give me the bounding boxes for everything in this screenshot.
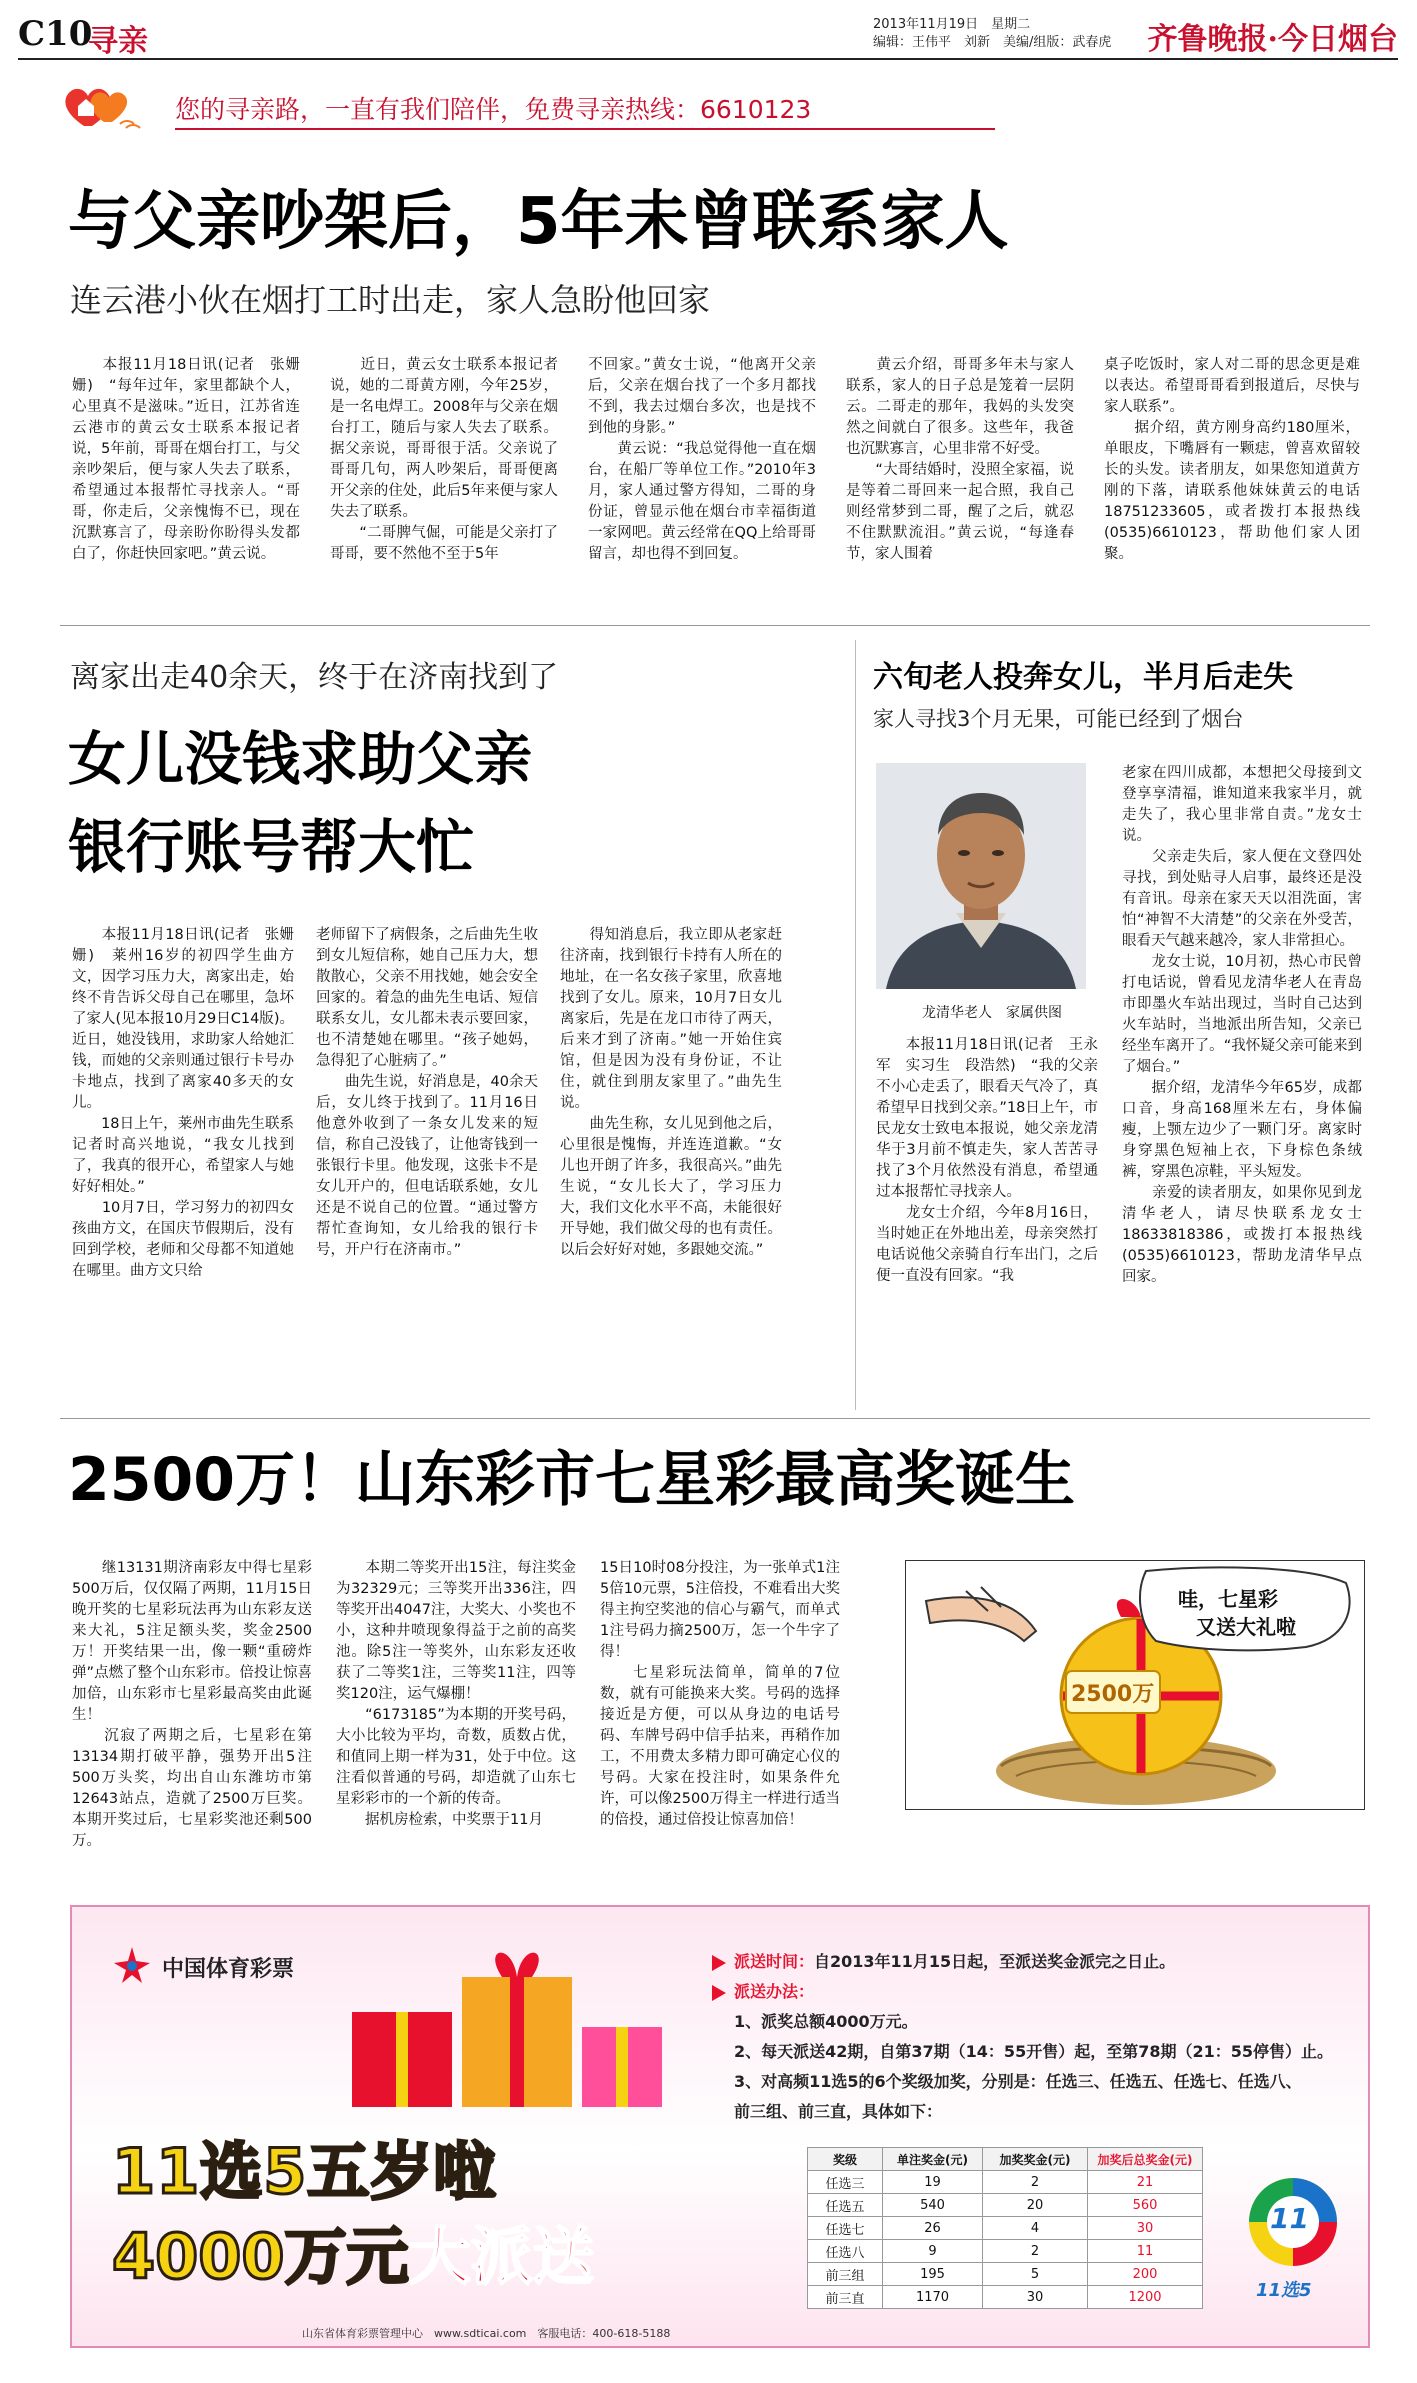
table-cell: 1200: [1088, 2286, 1203, 2309]
ad-slogan-line2: [112, 2207, 595, 2296]
ball-number: 11: [1270, 2202, 1309, 2235]
table-cell: 30: [983, 2286, 1088, 2309]
arrow-right-icon: [712, 1955, 726, 1971]
section-title: 寻亲: [88, 24, 148, 59]
table-cell: 2: [983, 2240, 1088, 2263]
masthead: [18, 10, 1398, 60]
story2-col-3: 得知消息后，我立即从老家赶往济南，找到银行卡持有人所在的地址，在一名女孩子家里，欣喜地找到了女儿。原来，10月7日女儿离家后，先是在龙口市待了两天，后来才到了济南。”她一开始住宾馆，但是因为没有身份证，不让住，就住到朋友家里了。”曲先生说。 曲先生称，女儿见到他之后，心里很是愧悔，并连连道歉。“女儿也开朗了许多，我很高兴。”曲先生说，“女儿长大了，学习压力大，我们文化水平不高，未能很好开导她，我们做父母的也有责任。以后会好好对她，多跟她交流。”: [560, 927, 782, 1258]
portrait-photo: [876, 763, 1086, 989]
ad-slogan-line1: 11选5五岁啦: [112, 2135, 497, 2208]
table-cell: 1170: [883, 2286, 983, 2309]
prize-table: [807, 2147, 1203, 2309]
table-header: 加奖奖金(元): [983, 2148, 1088, 2171]
table-cell: 21: [1088, 2171, 1203, 2194]
story1-col-2: 近日，黄云女士联系本报记者说，她的二哥黄方刚，今年25岁，是一名电焊工。2008年与父亲在烟台打工，随后与家人失去了联系。据父亲说，哥哥很于活。父亲说了哥哥几句，两人吵架后，哥哥便离开父亲的住处，此后5年来便与家人失去了联系。 “二哥脾气倔，可能是父亲打了哥哥，要不然他不至于5年: [330, 357, 558, 562]
ad-time-text: 自2013年11月15日起，至派送奖金派完之日止。: [814, 1952, 1176, 1971]
ad-logo-text: 中国体育彩票: [162, 1957, 295, 1982]
table-cell: 30: [1088, 2217, 1203, 2240]
table-cell: 26: [883, 2217, 983, 2240]
ad-method-item: 1、派奖总额4000万元。: [734, 2012, 918, 2031]
hotline-underline: [175, 128, 995, 130]
ad-method-row: [712, 1977, 1342, 2007]
ad-slogan-amount: 4000万元: [112, 2220, 409, 2293]
story2-col-2: 老师留下了病假条，之后曲先生收到女儿短信称，她自己压力大，想散散心，父亲不用找她，她会安全回家的。着急的曲先生电话、短信联系女儿，女儿都未表示要回家，也不清楚她在哪里。“孩子她妈，急得犯了心脏病了。” 曲先生说，好消息是，40余天后，女儿终于找到了。11月16日他意外收到了一条女儿发来的短信，称自己没钱了，让他寄钱到一张银行卡里。他发现，这张卡不是女儿开户的，但电话联系她，女儿还是不说自己的位置。“通过警方帮忙查询知，女儿给我的银行卡号，开户行在济南市。”: [316, 927, 538, 1258]
elderly-man-portrait-icon: [876, 763, 1086, 989]
table-cell: 任选七: [808, 2217, 883, 2240]
arrow-right-icon: [712, 1985, 726, 2001]
newspaper-brand: 齐鲁晚报·今日烟台: [1147, 22, 1398, 57]
ad-info: [712, 1947, 1342, 2127]
story1-col-5: 桌子吃饭时，家人对二哥的思念更是难以表达。希望哥哥看到报道后，尽快与家人联系”。 据介绍，黄方刚身高约180厘米，单眼皮，下嘴唇有一颗痣，曾喜欢留较长的头发。读者朋友，如果您知道黄方刚的下落，请联系他妹妹黄云的电话18751233605，或者拨打本报热线(0535)6610123，帮助他们家人团聚。: [1104, 357, 1360, 562]
table-header-row: [808, 2148, 1203, 2171]
table-header: 奖级: [808, 2148, 883, 2171]
table-row: [808, 2171, 1203, 2194]
table-cell: 540: [883, 2194, 983, 2217]
story2-headline-line2: 银行账号帮大忙: [68, 813, 475, 881]
story3-col-side: 老家在四川成都，本想把父母接到文登享享清福，谁知道来我家半月，就走失了，我心里非常自责。”龙女士说。 父亲走失后，家人便在文登四处寻找，到处贴寻人启事，最终还是没有音讯。母亲在家天天以泪洗面，害怕“神智不大清楚”的父亲在外受苦，眼看天气越来越冷，家人非常担心。 龙女士说，10月初，热心市民曾打电话说，曾看见龙清华老人在青岛市即墨火车站出现过，当时自己达到火车站时，当地派出所告知，父亲已经坐车离开了。“我怀疑父亲可能来到了烟台。” 据介绍，龙清华今年65岁，成都口音，身高168厘米左右，身体偏瘦，上颚左边少了一颗门牙。离家时身穿黑色短袖上衣，下身棕色条绒裤，穿黑色凉鞋，平头短发。 亲爱的读者朋友，如果你见到龙清华老人，请尽快联系龙女士18633818386，或拨打本报热线(0535)6610123，帮助龙清华早点回家。: [1122, 765, 1362, 1285]
ball-label: 11选5: [1256, 2280, 1312, 2301]
lottery-ball-logo: [1238, 2172, 1348, 2302]
story1-headline: 与父亲吵架后，5年未曾联系家人: [68, 185, 1009, 259]
illus-speech-line2: 又送大礼啦: [1196, 1615, 1296, 1639]
story-divider-vertical: [855, 640, 856, 1410]
table-cell: 11: [1088, 2240, 1203, 2263]
table-cell: 19: [883, 2171, 983, 2194]
story3-col-main: 本报11月18日讯(记者 王永军 实习生 段浩然) “我的父亲不小心走丢了，眼看天气冷了，真希望早日找到父亲。”18日上午，市民龙女士致电本报说，她父亲龙清华于3月前不慎走失，家人苦苦寻找了3个月依然没有消息，希望通过本报帮忙寻找亲人。 龙女士介绍，今年8月16日，当时她正在外地出差，母亲突然打电话说他父亲骑自行车出门，之后便一直没有回家。“我: [876, 1037, 1098, 1284]
divider-2: [60, 1418, 1370, 1419]
ad-method-item: 前三组、前三直，具体如下：: [734, 2102, 943, 2121]
lottery-illustration: [905, 1560, 1365, 1810]
page-number: C10: [18, 14, 93, 54]
table-row: [808, 2286, 1203, 2309]
table-cell: 任选三: [808, 2171, 883, 2194]
table-cell: 任选八: [808, 2240, 883, 2263]
ad-method-item: 3、对高频11选5的6个奖级加奖，分别是：任选三、任选五、任选七、任选八、: [734, 2072, 1302, 2091]
ad-time-row: [712, 1947, 1342, 1977]
story2-headline-line1: 女儿没钱求助父亲: [68, 725, 533, 793]
table-cell: 4: [983, 2217, 1088, 2240]
illus-speech-line1: 哇，七星彩: [1178, 1587, 1278, 1611]
table-cell: 560: [1088, 2194, 1203, 2217]
table-cell: 200: [1088, 2263, 1203, 2286]
table-row: [808, 2240, 1203, 2263]
table-cell: 前三组: [808, 2263, 883, 2286]
table-header: 单注奖金(元): [883, 2148, 983, 2171]
ad-time-label: 派送时间：: [734, 1952, 815, 1971]
story1-col-3: 不回家。”黄女士说，“他离开父亲后，父亲在烟台找了一个多月都找不到，我去过烟台多次，也是找不到他的身影。” 黄云说：“我总觉得他一直在烟台，在船厂等单位工作。”2010年3月，家人通过警方得知，二哥的身份证，曾显示他在烟台市幸福街道一家网吧。黄云经常在QQ上给哥哥留言，却也得不到回复。: [588, 357, 816, 562]
table-cell: 9: [883, 2240, 983, 2263]
table-cell: 20: [983, 2194, 1088, 2217]
table-cell: 5: [983, 2263, 1088, 2286]
hotline-banner: [60, 76, 1210, 136]
ad-footer: 山东省体育彩票管理中心 www.sdticai.com 客服电话：400-618-5188: [302, 2327, 671, 2340]
ad-method-item: 2、每天派送42期，自第37期（14：55开售）起，至第78期（21：55停售）止。: [734, 2042, 1333, 2061]
story1-subhead: 连云港小伙在烟打工时出走，家人急盼他回家: [70, 281, 711, 319]
illus-amount: 2500万: [1071, 1682, 1155, 1707]
dateline: [873, 16, 1111, 52]
ad-method-label: 派送办法：: [734, 1982, 815, 2001]
lottery-advertisement: [70, 1905, 1370, 2348]
issue-date: 2013年11月19日 星期二: [873, 17, 1031, 32]
story2-col-1: 本报11月18日讯(记者 张姗姗) 莱州16岁的初四学生曲方文，因学习压力大，离家出走，始终不肯告诉父母自己在哪里，急坏了家人(见本报10月29日C14版)。近日，她没钱用，求助家人给她汇钱，而她的父亲则通过银行卡号办卡地点，找到了离家40多天的女儿。 18日上午，莱州市曲先生联系记者时高兴地说，“我女儿找到了，我真的很开心，希望家人与她好好相处。” 10月7日，学习努力的初四女孩曲方文，在国庆节假期后，没有回到学校，老师和父母都不知道她在哪里。曲方文只给: [72, 927, 294, 1279]
heart-house-icon: [60, 76, 142, 134]
story3-subhead: 家人寻找3个月无果，可能已经到了烟台: [873, 707, 1244, 731]
gift-boxes-icon: [332, 1942, 672, 2117]
china-sports-lottery-logo-icon: [112, 1945, 152, 1985]
table-cell: 任选五: [808, 2194, 883, 2217]
story1-col-4: 黄云介绍，哥哥多年未与家人联系，家人的日子总是笼着一层阴云。二哥走的那年，我妈的头发突然之间就白了很多。这些年，我爸也沉默寡言，心里非常不好受。 “大哥结婚时，没照全家福，说是等着二哥回来一起合照，我自己则经常梦到二哥，醒了之后，就忍不住默默流泪。”黄云说，“每逢春节，家人围着: [846, 357, 1074, 562]
table-cell: 前三直: [808, 2286, 883, 2309]
story2-kicker: 离家出走40余天，终于在济南找到了: [70, 660, 559, 695]
editor-credits: 编辑：王伟平 刘新 美编/组版：武春虎: [873, 35, 1112, 50]
story3-headline: 六旬老人投奔女儿，半月后走失: [873, 660, 1293, 695]
table-header: 加奖后总奖金(元): [1088, 2148, 1203, 2171]
table-row: [808, 2194, 1203, 2217]
table-cell: 195: [883, 2263, 983, 2286]
story4-headline: 2500万！山东彩市七星彩最高奖诞生: [68, 1445, 1075, 1515]
photo-caption: 龙清华老人 家属供图: [922, 1005, 1062, 1021]
story4-col-3: 15日10时08分投注，为一张单式1注5倍10元票，5注倍投，不难看出大奖得主拘空奖池的信心与霸气，而单式1注号码力摘2500万，怎一个牛字了得！ 七星彩玩法简单，简单的7位数，就有可能换来大奖。号码的选择接近是方便，可以从身边的电话号码、车牌号码中信手拈来，再稍作加工，不用费太多精力即可确定心仪的号码。大家在投注时，如果条件允许，可以像2500万得主一样进行适当的倍投，通过倍投让惊喜加倍！: [600, 1560, 840, 1828]
hotline-text: 您的寻亲路，一直有我们陪伴，免费寻亲热线：6610123: [175, 95, 812, 124]
table-row: [808, 2263, 1203, 2286]
story4-col-1: 继13131期济南彩友中得七星彩500万后，仅仅隔了两期，11月15日晚开奖的七星彩玩法再为山东彩友送来大礼，5注足额头奖，奖金2500万！开奖结果一出，像一颗“重磅炸弹”点燃了整个山东彩市。倍投让惊喜加倍，山东彩市七星彩最高奖由此诞生！ 沉寂了两期之后，七星彩在第13134期打破平静，强势开出5注500万头奖，均出自山东潍坊市第12643站点，造就了2500万巨奖。本期开奖过后，七星彩奖池还剩500万。: [72, 1560, 312, 1849]
ad-slogan-highlight: 大派送: [408, 2220, 595, 2293]
divider-1: [60, 625, 1370, 626]
table-row: [808, 2217, 1203, 2240]
story1-col-1: 本报11月18日讯(记者 张姗姗) “每年过年，家里都缺个人，心里真不是滋味。”近日，江苏省连云港市的黄云女士联系本报记者说，5年前，哥哥在烟台打工，与父亲吵架后，便与家人失去了联系，希望通过本报帮忙寻找亲人。“哥哥，你走后，父亲愧悔不已，现在沉默寡言了，母亲盼你盼得头发都白了，你赶快回家吧。”黄云说。: [72, 357, 300, 562]
story4-col-2: 本期二等奖开出15注，每注奖金为32329元；三等奖开出336注，四等奖开出4047注，大奖大、小奖也不小，这种井喷现象得益于之前的高奖池。除5注一等奖外，山东彩友还收获了二等奖1注，三等奖11注，四等奖120注，运气爆棚！ “6173185”为本期的开奖号码，大小比较为平均，奇数，质数占优，和值同上期一样为31，处于中位。这注看似普通的号码，却造就了山东七星彩彩市的一个新的传奇。 据机房检索，中奖票于11月: [336, 1560, 576, 1828]
table-cell: 2: [983, 2171, 1088, 2194]
